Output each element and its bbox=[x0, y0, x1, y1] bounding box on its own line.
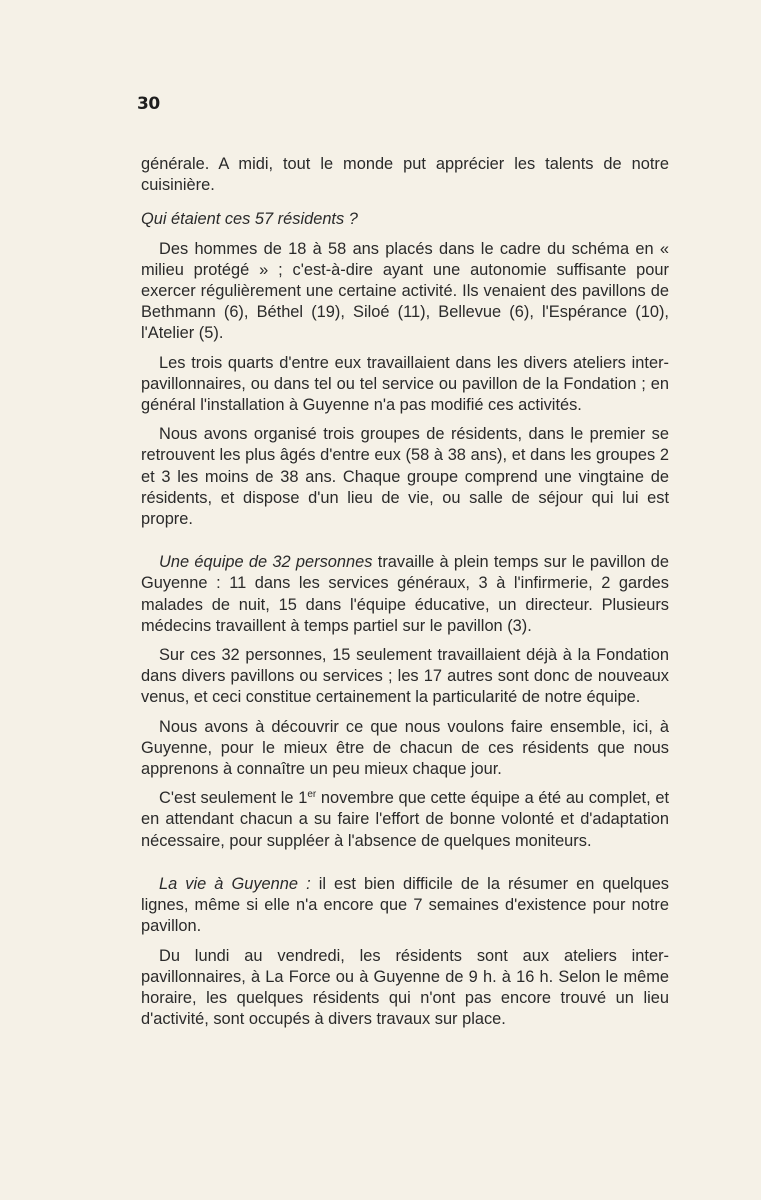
paragraph-discover: Nous avons à découvrir ce que nous voulons faire ensemble, ici, à Guyenne, pour le mieux être de chacun de ces résidents que nous apprenons à connaître un peu mieux chaque jour. bbox=[141, 717, 669, 779]
paragraph-continuation: générale. A midi, tout le monde put apprécier les talents de notre cuisinière. bbox=[141, 155, 669, 195]
paragraph-november bbox=[141, 788, 669, 852]
november-text-b: novembre que cette équipe a été au complet, et en attendant chacun a su faire l'effort de bonne volonté et d'adaptation nécessaire, pour suppléer à l'absence de quelques moniteurs. bbox=[141, 789, 669, 850]
team-lead-italic: Une équipe de 32 personnes bbox=[159, 553, 373, 572]
ordinal-superscript: er bbox=[307, 789, 317, 801]
paragraph-resident-groups: Nous avons organisé trois groupes de résidents, dans le premier se retrouvent les plus âgés d'entre eux (58 à 38 ans), et dans les groupes 2 et 3 les moins de 38 ans. Chaque groupe comprend une vingtaine de résidents, et dispose d'un lieu de vie, ou salle de séjour qui lui est propre. bbox=[141, 425, 669, 529]
section-heading-residents: Qui étaient ces 57 résidents ? bbox=[141, 210, 358, 229]
paragraph-life bbox=[141, 874, 669, 938]
life-lead-italic: La vie à Guyenne : bbox=[159, 874, 311, 893]
november-text-a: C'est seulement le 1 bbox=[159, 789, 308, 808]
page-number: 30 bbox=[137, 94, 160, 114]
paragraph-team bbox=[141, 552, 669, 637]
team-text: travaille à plein temps sur le pavillon de Guyenne : 11 dans les services généraux, 3 à l'infirmerie, 2 gardes malades de nuit, 15 dans l'équipe éducative, un directeur. Plusieurs médecins travaillent à temps partiel sur le pavillon (3). bbox=[141, 553, 669, 635]
body-text bbox=[141, 154, 669, 1030]
paragraph-residents-work: Les trois quarts d'entre eux travaillaient dans les divers ateliers inter-pavillonnaires, ou dans tel ou tel service ou pavillon de la Fondation ; en général l'installation à Guyenne n'a pas modifié ces activités. bbox=[141, 353, 669, 415]
life-text: il est bien difficile de la résumer en quelques lignes, même si elle n'a encore que 7 semaines d'existence pour notre pavillon. bbox=[141, 874, 670, 936]
paragraph-team-composition: Sur ces 32 personnes, 15 seulement travaillaient déjà à la Fondation dans divers pavillons ou services ; les 17 autres sont donc de nouveaux venus, et ceci constitue certainement la particularité de notre équipe. bbox=[141, 646, 669, 707]
paragraph-residents-origin: Des hommes de 18 à 58 ans placés dans le cadre du schéma en « milieu protégé » ; c'est-à-dire ayant une autonomie suffisante pour exercer régulièrement une certaine activité. Ils venaient des pavillons de Bethmann (6), Béthel (19), Siloé (11), Bellevue (6), l'Espérance (10), l'Atelier (5). bbox=[141, 239, 669, 343]
paragraph-schedule: Du lundi au vendredi, les résidents sont aux ateliers inter-pavillonnaires, à La Force ou à Guyenne de 9 h. à 16 h. Selon le même horaire, les quelques résidents qui n'ont pas encore trouvé un lieu d'activité, sont occupés à divers travaux sur place. bbox=[141, 946, 669, 1029]
